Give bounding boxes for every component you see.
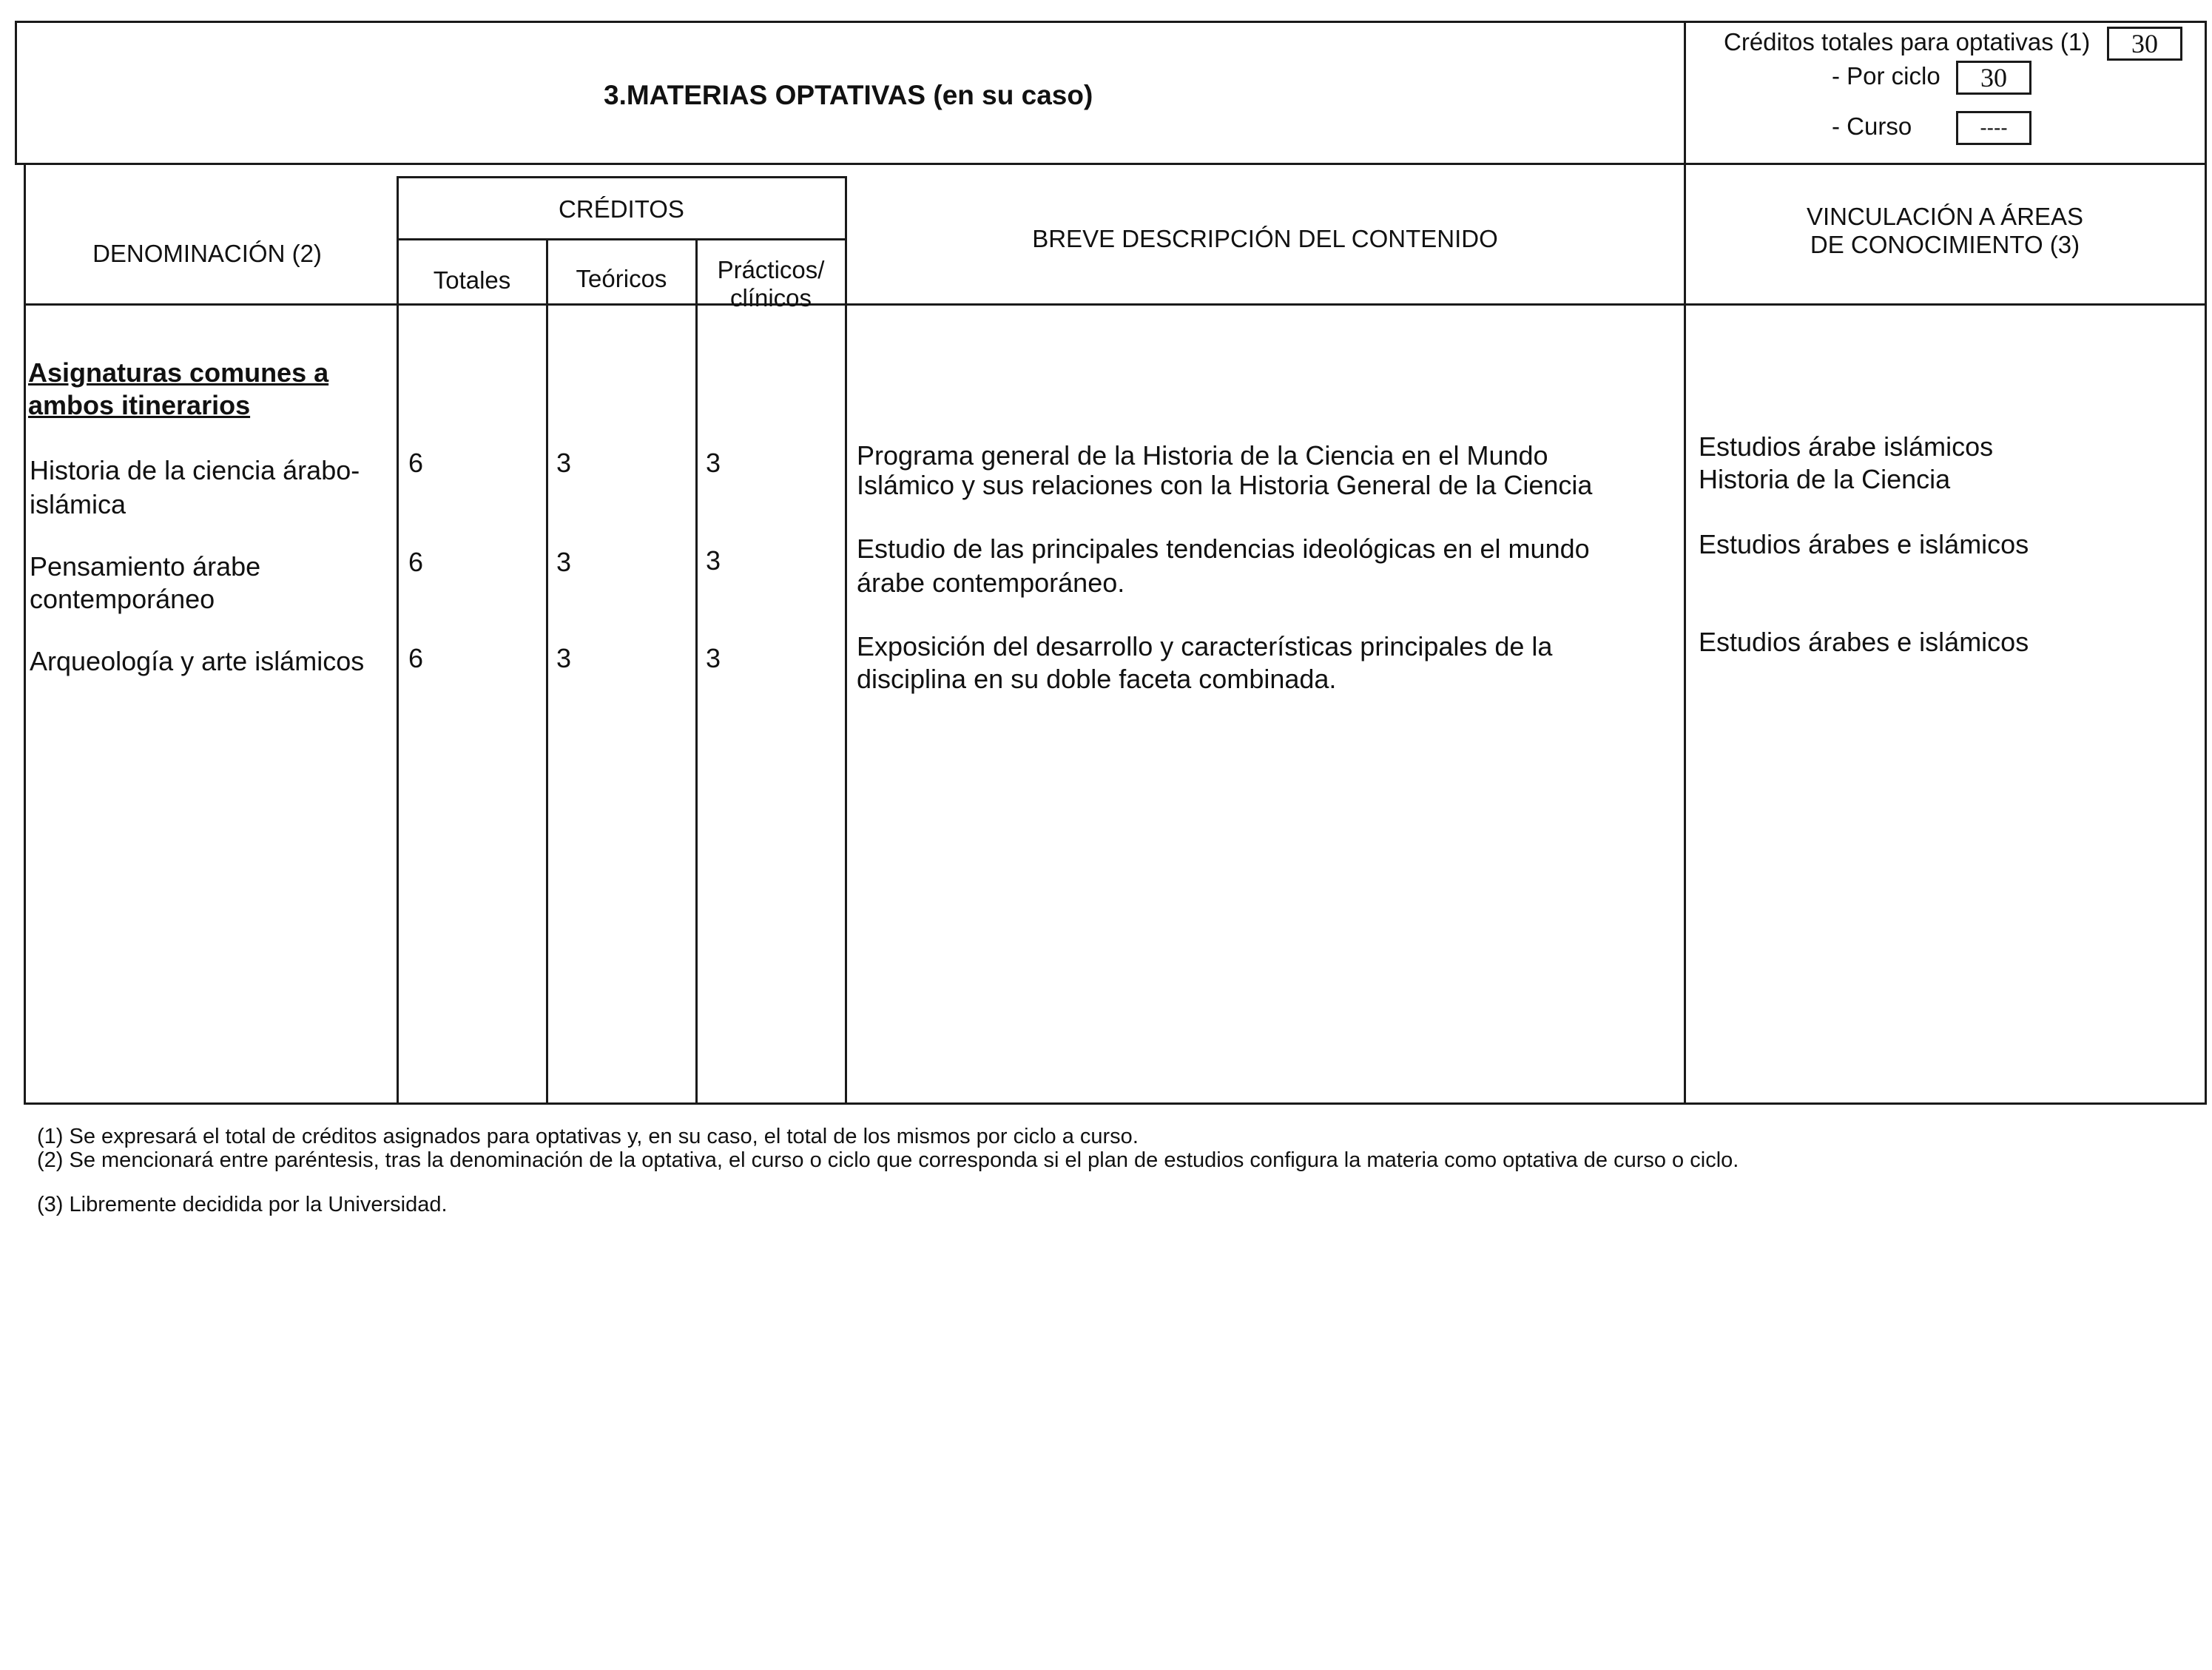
row-area-line1: Estudios árabe islámicos: [1699, 431, 1994, 462]
row-totales: 6: [408, 643, 424, 673]
teoricos-divider: [695, 238, 698, 1105]
row-totales: 6: [408, 547, 424, 577]
row-desc-line2: Islámico y sus relaciones con la Historia General de la Ciencia: [857, 470, 1593, 500]
row-area-line1: Estudios árabes e islámicos: [1699, 529, 2029, 559]
row-practicos: 3: [706, 643, 721, 673]
row-desc-line2: árabe contemporáneo.: [857, 568, 1125, 598]
row-name-line2: contemporáneo: [30, 584, 215, 614]
footnote-1: (1) Se expresará el total de créditos asignados para optativas y, en su caso, el total de los mismos por ciclo a curso.: [37, 1125, 1139, 1148]
row-totales: 6: [408, 448, 424, 478]
denominacion-header: DENOMINACIÓN (2): [92, 240, 322, 267]
vinculacion-header-line2: DE CONOCIMIENTO (3): [1810, 231, 2080, 258]
creditos-top-border: [397, 176, 845, 178]
row-desc-line1: Programa general de la Historia de la Ciencia en el Mundo: [857, 440, 1548, 471]
practicos-header-line1: Prácticos/: [717, 256, 825, 283]
credits-total-box: 30: [2107, 27, 2182, 61]
row-desc-line1: Estudio de las principales tendencias ideológicas en el mundo: [857, 533, 1590, 564]
table-top-border: [15, 21, 2205, 23]
page-title: 3.MATERIAS OPTATIVAS (en su caso): [604, 80, 1093, 110]
row-desc-line1: Exposición del desarrollo y características principales de la: [857, 631, 1553, 661]
footnote-2: (2) Se mencionará entre paréntesis, tras la denominación de la optativa, el curso o ciclo que corresponda si el plan de estudios configura la materia como optativa de curso o ciclo.: [37, 1148, 1739, 1172]
curso-box: ----: [1956, 111, 2031, 145]
left-border-body: [24, 163, 26, 1105]
row-teoricos: 3: [556, 643, 572, 673]
creditos-subheader-border: [397, 238, 845, 240]
por-ciclo-label: - Por ciclo: [1832, 62, 1940, 90]
descripcion-header: BREVE DESCRIPCIÓN DEL CONTENIDO: [1032, 225, 1498, 252]
por-ciclo-box: 30: [1956, 61, 2031, 95]
totales-divider: [546, 238, 548, 1105]
credits-total-label: Créditos totales para optativas (1): [1724, 28, 2091, 55]
row-desc-line2: disciplina en su doble faceta combinada.: [857, 664, 1337, 694]
header-bottom-border: [15, 163, 2205, 165]
header-right-divider: [1684, 21, 1686, 1105]
row-area-line2: Historia de la Ciencia: [1699, 464, 1951, 494]
left-border-top: [15, 21, 17, 165]
section-heading-line1: Asignaturas comunes a: [28, 357, 329, 388]
teoricos-header: Teóricos: [576, 265, 667, 292]
footnote-3: (3) Libremente decidida por la Universidad.: [37, 1193, 448, 1216]
row-name-line1: Arqueología y arte islámicos: [30, 646, 365, 676]
row-practicos: 3: [706, 448, 721, 478]
row-name-line1: Pensamiento árabe: [30, 551, 261, 582]
row-area-line1: Estudios árabes e islámicos: [1699, 627, 2029, 657]
row-name-line1: Historia de la ciencia árabo-: [30, 455, 360, 485]
totales-header: Totales: [433, 266, 511, 294]
column-header-bottom-border: [24, 303, 2205, 306]
practicos-divider: [845, 176, 847, 1105]
creditos-header: CRÉDITOS: [559, 195, 684, 223]
right-border: [2205, 21, 2207, 1105]
practicos-header-line2: clínicos: [729, 284, 812, 312]
row-teoricos: 3: [556, 547, 572, 577]
row-name-line2: islámica: [30, 489, 127, 519]
row-teoricos: 3: [556, 448, 572, 478]
vinculacion-header-line1: VINCULACIÓN A ÁREAS: [1806, 203, 2084, 230]
section-heading-line2: ambos itinerarios: [28, 390, 251, 420]
row-practicos: 3: [706, 545, 721, 576]
table-bottom-border: [24, 1102, 2205, 1105]
denominacion-divider: [397, 176, 399, 1105]
curso-label: - Curso: [1832, 112, 1912, 140]
